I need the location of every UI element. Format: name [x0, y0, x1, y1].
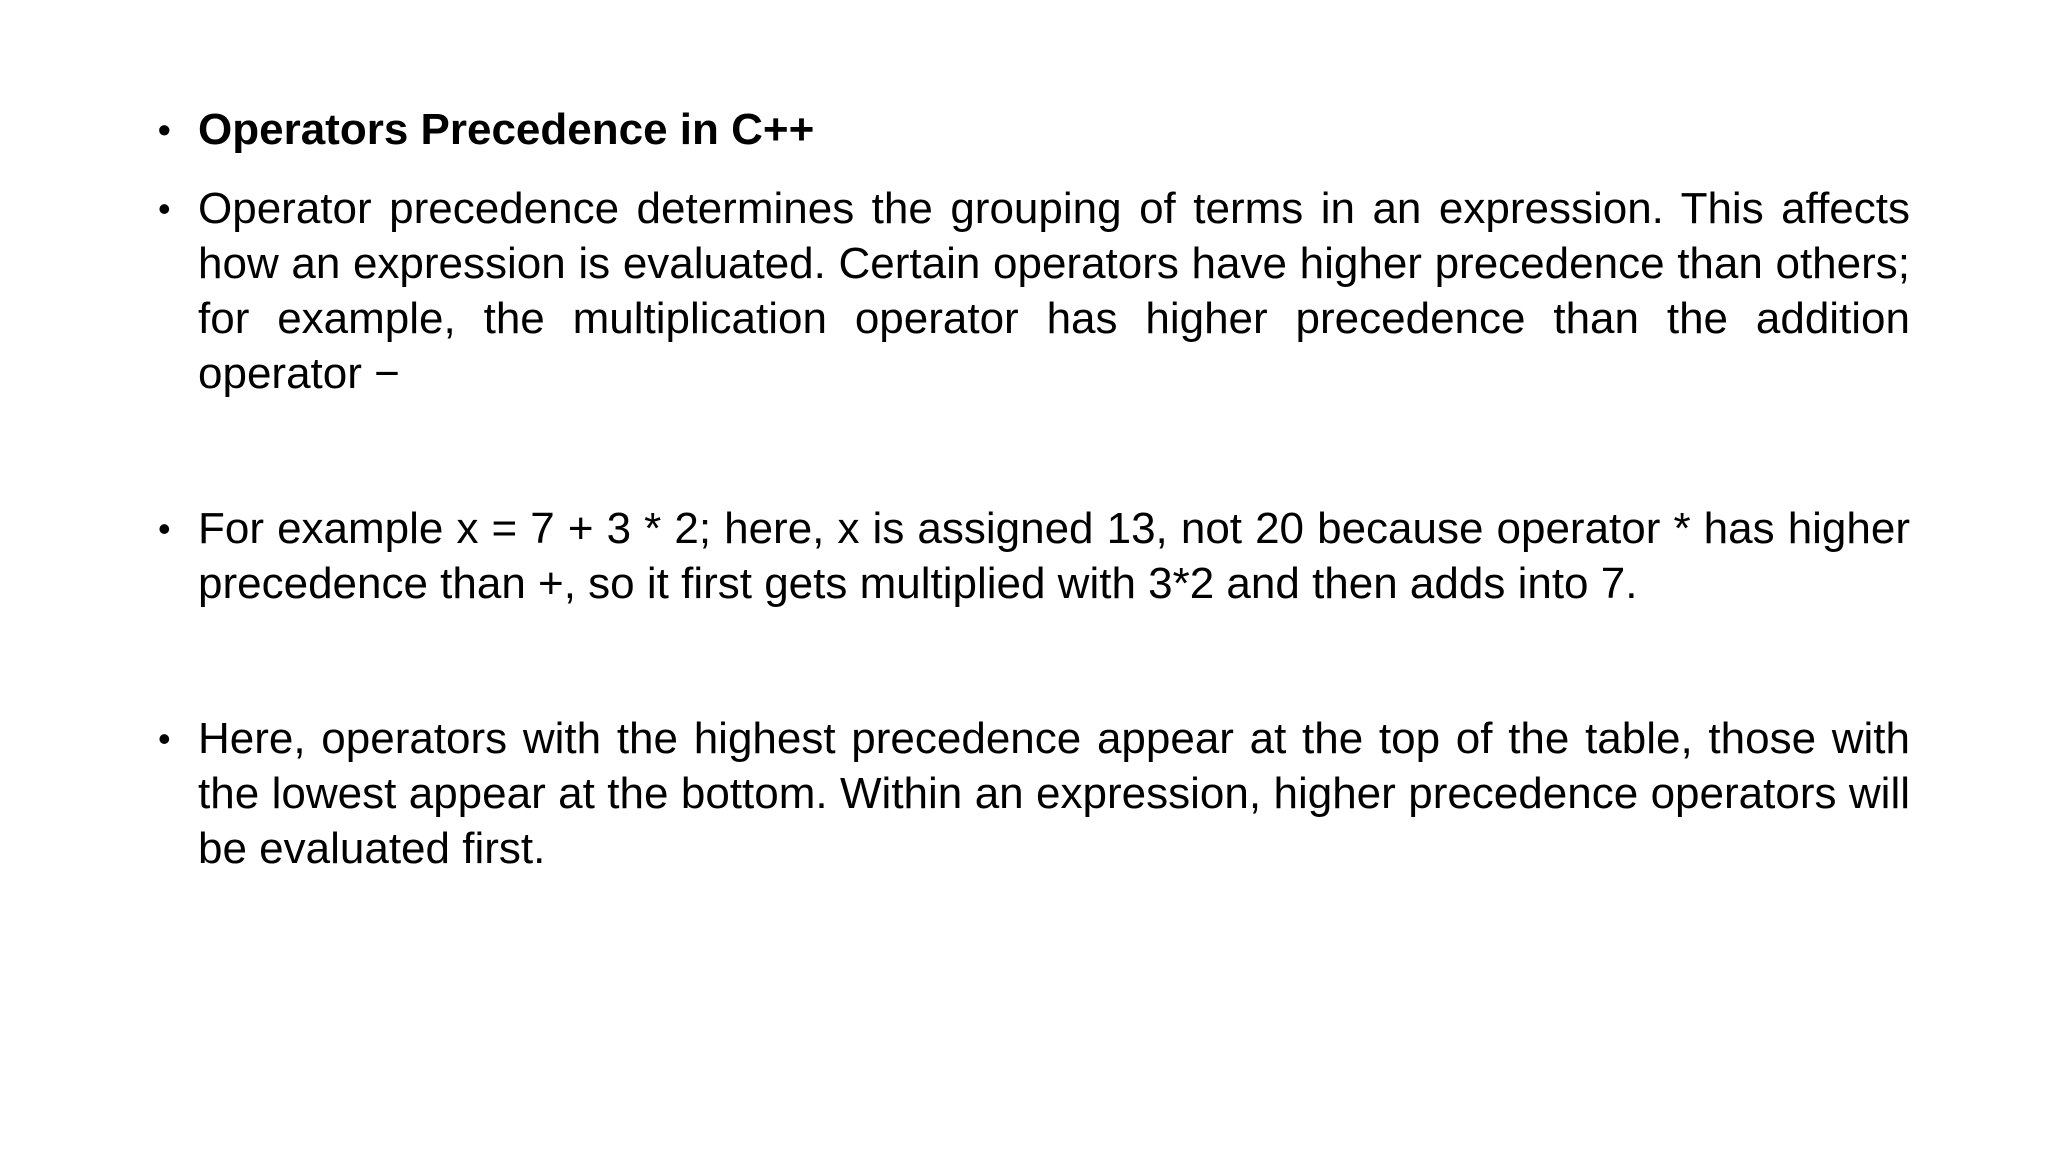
bullet-dot-icon: • — [158, 718, 171, 759]
bullet-dot-icon: • — [158, 188, 171, 229]
bullet-text: Here, operators with the highest precedence appear at the top of the table, those with the lowest appear at the bottom. Within an expression, higher precedence operators will be evaluated first. — [198, 714, 1910, 873]
bullet-dot-icon: • — [158, 109, 171, 150]
bullet-dot-icon: • — [158, 508, 171, 549]
bullet-operator-precedence-definition — [150, 181, 1910, 401]
bullet-example — [150, 501, 1910, 611]
bullet-text: For example x = 7 + 3 * 2; here, x is assigned 13, not 20 because operator * has higher precedence than +, so it first gets multiplied with 3*2 and then adds into 7. — [198, 504, 1910, 608]
bullet-table-order — [150, 711, 1910, 876]
slide-content — [150, 102, 1910, 876]
bullet-text: Operator precedence determines the grouping of terms in an expression. This affects how an expression is evaluated. Certain operators have higher precedence than others; for example, the multiplication operator has higher precedence than the addition operator − — [198, 184, 1910, 398]
bullet-title — [150, 102, 1910, 157]
slide-title: Operators Precedence in C++ — [198, 105, 815, 154]
